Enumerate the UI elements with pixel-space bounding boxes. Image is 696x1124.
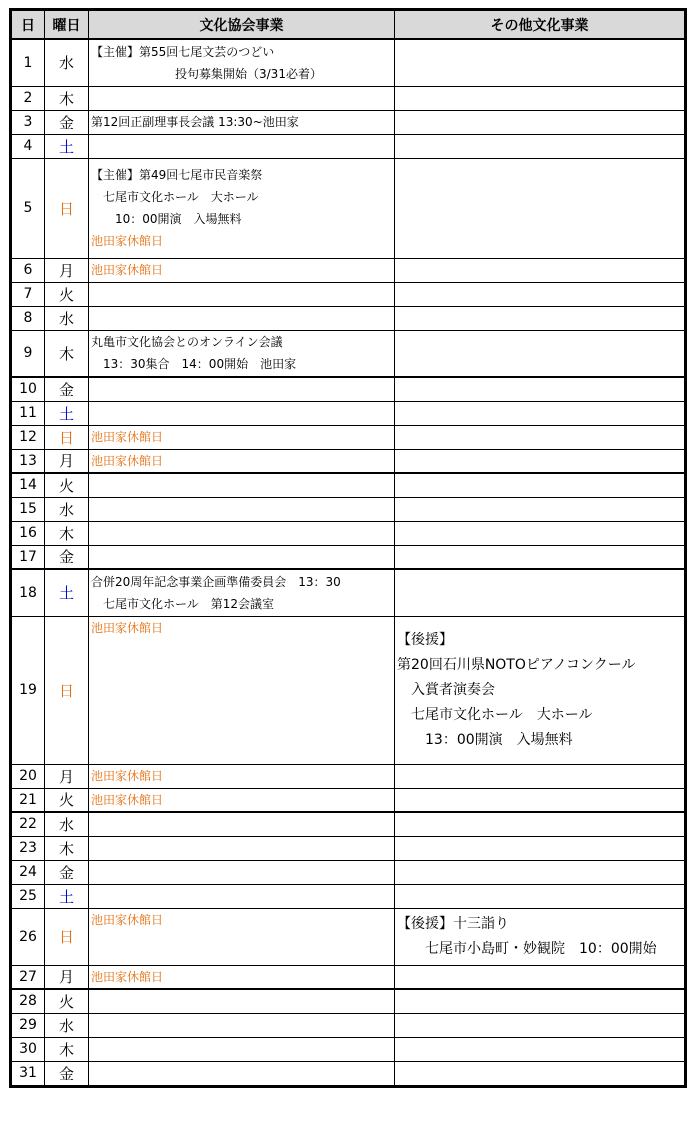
day-number: 6 bbox=[12, 258, 45, 282]
day-number: 12 bbox=[12, 425, 45, 449]
day-row bbox=[12, 449, 685, 473]
weekday: 木 bbox=[45, 1037, 89, 1061]
culture-association-event bbox=[89, 1013, 395, 1037]
other-culture-event bbox=[395, 860, 685, 884]
day-number: 23 bbox=[12, 836, 45, 860]
culture-association-event bbox=[89, 908, 395, 965]
weekday: 火 bbox=[45, 282, 89, 306]
closed-notice: 池田家休館日 bbox=[91, 263, 164, 277]
other-culture-event bbox=[395, 521, 685, 545]
weekday: 水 bbox=[45, 497, 89, 521]
event-line: 【主催】第49回七尾市民音楽祭 bbox=[91, 168, 263, 182]
culture-association-event bbox=[89, 965, 395, 989]
closed-notice: 池田家休館日 bbox=[91, 620, 164, 635]
weekday: 日 bbox=[45, 425, 89, 449]
event-line: 七尾市小島町・妙観院 10：00開始 bbox=[397, 940, 657, 957]
event-line: 【後援】 bbox=[397, 631, 453, 648]
culture-association-event bbox=[89, 282, 395, 306]
other-culture-event bbox=[395, 330, 685, 377]
weekday: 火 bbox=[45, 473, 89, 497]
event-line: 13：30集合 14：00開始 池田家 bbox=[91, 357, 297, 372]
other-culture-event bbox=[395, 110, 685, 134]
other-culture-event bbox=[395, 884, 685, 908]
day-number: 8 bbox=[12, 306, 45, 330]
schedule-body bbox=[12, 39, 685, 1085]
event-line: 七尾市文化ホール 大ホール bbox=[397, 706, 593, 723]
other-culture-event bbox=[395, 812, 685, 836]
event-line: 丸亀市文化協会とのオンライン会議 bbox=[91, 335, 283, 350]
weekday: 木 bbox=[45, 521, 89, 545]
day-number: 1 bbox=[12, 39, 45, 86]
weekday: 土 bbox=[45, 884, 89, 908]
other-culture-event bbox=[395, 425, 685, 449]
day-number: 9 bbox=[12, 330, 45, 377]
weekday: 日 bbox=[45, 158, 89, 258]
day-row bbox=[12, 545, 685, 569]
closed-notice: 池田家休館日 bbox=[91, 453, 164, 468]
day-row bbox=[12, 1037, 685, 1061]
weekday: 月 bbox=[45, 965, 89, 989]
day-number: 19 bbox=[12, 616, 45, 764]
other-culture-event bbox=[395, 86, 685, 110]
culture-association-event bbox=[89, 1037, 395, 1061]
culture-association-event bbox=[89, 86, 395, 110]
culture-association-event bbox=[89, 569, 395, 616]
weekday: 木 bbox=[45, 836, 89, 860]
culture-association-event bbox=[89, 860, 395, 884]
weekday: 月 bbox=[45, 449, 89, 473]
event-line: 【後援】十三詣り bbox=[397, 915, 509, 932]
day-row bbox=[12, 473, 685, 497]
culture-association-event bbox=[89, 812, 395, 836]
schedule-table bbox=[11, 10, 685, 1086]
other-culture-event bbox=[395, 788, 685, 812]
weekday: 月 bbox=[45, 258, 89, 282]
day-row bbox=[12, 884, 685, 908]
weekday: 金 bbox=[45, 377, 89, 401]
other-culture-event bbox=[395, 908, 685, 965]
weekday: 日 bbox=[45, 616, 89, 764]
culture-association-event bbox=[89, 425, 395, 449]
day-row bbox=[12, 425, 685, 449]
other-culture-event bbox=[395, 1061, 685, 1085]
event-line: 七尾市文化ホール 大ホール bbox=[91, 190, 259, 204]
day-row bbox=[12, 330, 685, 377]
day-row bbox=[12, 401, 685, 425]
day-row bbox=[12, 158, 685, 258]
weekday: 金 bbox=[45, 545, 89, 569]
day-number: 14 bbox=[12, 473, 45, 497]
weekday: 土 bbox=[45, 569, 89, 616]
day-number: 17 bbox=[12, 545, 45, 569]
event-line: 第20回石川県NOTOピアノコンクール bbox=[397, 656, 636, 673]
day-number: 2 bbox=[12, 86, 45, 110]
culture-association-event bbox=[89, 401, 395, 425]
day-number: 27 bbox=[12, 965, 45, 989]
culture-association-event bbox=[89, 545, 395, 569]
other-culture-event bbox=[395, 836, 685, 860]
weekday: 木 bbox=[45, 330, 89, 377]
culture-association-event bbox=[89, 473, 395, 497]
culture-association-event bbox=[89, 788, 395, 812]
event-line: 投句募集開始（3/31必着） bbox=[91, 66, 322, 81]
weekday: 金 bbox=[45, 1061, 89, 1085]
other-culture-event bbox=[395, 401, 685, 425]
day-row bbox=[12, 86, 685, 110]
other-culture-event bbox=[395, 473, 685, 497]
day-row bbox=[12, 788, 685, 812]
other-culture-event bbox=[395, 616, 685, 764]
culture-association-event bbox=[89, 110, 395, 134]
closed-notice: 池田家休館日 bbox=[91, 969, 164, 984]
other-culture-event bbox=[395, 989, 685, 1013]
day-number: 29 bbox=[12, 1013, 45, 1037]
header-row bbox=[12, 11, 685, 40]
day-number: 25 bbox=[12, 884, 45, 908]
other-culture-event bbox=[395, 965, 685, 989]
event-line: 【主催】第55回七尾文芸のつどい bbox=[91, 44, 275, 59]
other-culture-event bbox=[395, 158, 685, 258]
culture-association-event bbox=[89, 39, 395, 86]
day-row bbox=[12, 569, 685, 616]
day-row bbox=[12, 497, 685, 521]
header-day: 日 bbox=[12, 11, 45, 40]
closed-notice: 池田家休館日 bbox=[91, 912, 164, 927]
day-number: 15 bbox=[12, 497, 45, 521]
day-row bbox=[12, 836, 685, 860]
weekday: 月 bbox=[45, 764, 89, 788]
event-line: 第12回正副理事長会議 13:30~池田家 bbox=[91, 115, 299, 129]
weekday: 水 bbox=[45, 812, 89, 836]
event-line: 入賞者演奏会 bbox=[397, 681, 495, 698]
other-culture-event bbox=[395, 134, 685, 158]
day-number: 13 bbox=[12, 449, 45, 473]
other-culture-event bbox=[395, 39, 685, 86]
culture-association-event bbox=[89, 306, 395, 330]
culture-association-event bbox=[89, 764, 395, 788]
day-number: 10 bbox=[12, 377, 45, 401]
culture-association-event bbox=[89, 134, 395, 158]
other-culture-event bbox=[395, 1037, 685, 1061]
other-culture-event bbox=[395, 449, 685, 473]
other-culture-event bbox=[395, 569, 685, 616]
event-line: 七尾市文化ホール 第12会議室 bbox=[91, 596, 275, 611]
header-weekday: 曜日 bbox=[45, 11, 89, 40]
day-row bbox=[12, 908, 685, 965]
day-row bbox=[12, 989, 685, 1013]
day-row bbox=[12, 110, 685, 134]
day-row bbox=[12, 134, 685, 158]
day-number: 31 bbox=[12, 1061, 45, 1085]
day-number: 4 bbox=[12, 134, 45, 158]
day-number: 26 bbox=[12, 908, 45, 965]
day-number: 7 bbox=[12, 282, 45, 306]
day-row bbox=[12, 1061, 685, 1085]
day-number: 28 bbox=[12, 989, 45, 1013]
closed-notice: 池田家休館日 bbox=[91, 769, 164, 783]
closed-notice: 池田家休館日 bbox=[91, 430, 164, 444]
day-number: 22 bbox=[12, 812, 45, 836]
weekday: 土 bbox=[45, 134, 89, 158]
weekday: 水 bbox=[45, 306, 89, 330]
day-row bbox=[12, 282, 685, 306]
other-culture-event bbox=[395, 282, 685, 306]
day-number: 16 bbox=[12, 521, 45, 545]
day-row bbox=[12, 521, 685, 545]
day-row bbox=[12, 39, 685, 86]
day-number: 11 bbox=[12, 401, 45, 425]
weekday: 土 bbox=[45, 401, 89, 425]
culture-association-event bbox=[89, 497, 395, 521]
culture-association-event bbox=[89, 616, 395, 764]
day-row bbox=[12, 306, 685, 330]
other-culture-event bbox=[395, 258, 685, 282]
day-row bbox=[12, 812, 685, 836]
culture-association-event bbox=[89, 836, 395, 860]
other-culture-event bbox=[395, 764, 685, 788]
other-culture-event bbox=[395, 306, 685, 330]
day-number: 20 bbox=[12, 764, 45, 788]
other-culture-event bbox=[395, 377, 685, 401]
culture-association-event bbox=[89, 258, 395, 282]
event-line: 10：00開演 入場無料 bbox=[91, 212, 242, 226]
weekday: 木 bbox=[45, 86, 89, 110]
event-line: 合併20周年記念事業企画準備委員会 13：30 bbox=[91, 574, 341, 589]
culture-association-event bbox=[89, 377, 395, 401]
day-number: 30 bbox=[12, 1037, 45, 1061]
weekday: 金 bbox=[45, 860, 89, 884]
day-number: 21 bbox=[12, 788, 45, 812]
day-number: 3 bbox=[12, 110, 45, 134]
weekday: 火 bbox=[45, 989, 89, 1013]
day-row bbox=[12, 764, 685, 788]
closed-notice: 池田家休館日 bbox=[91, 234, 164, 248]
day-row bbox=[12, 616, 685, 764]
closed-notice: 池田家休館日 bbox=[91, 792, 164, 807]
weekday: 水 bbox=[45, 39, 89, 86]
culture-association-event bbox=[89, 330, 395, 377]
day-row bbox=[12, 258, 685, 282]
day-row bbox=[12, 377, 685, 401]
culture-association-event bbox=[89, 521, 395, 545]
event-line: 13：00開演 入場無料 bbox=[397, 731, 573, 748]
day-number: 24 bbox=[12, 860, 45, 884]
weekday: 水 bbox=[45, 1013, 89, 1037]
other-culture-event bbox=[395, 545, 685, 569]
day-row bbox=[12, 1013, 685, 1037]
header-culture-association: 文化協会事業 bbox=[89, 11, 395, 40]
other-culture-event bbox=[395, 497, 685, 521]
culture-association-event bbox=[89, 989, 395, 1013]
day-row bbox=[12, 965, 685, 989]
culture-association-event bbox=[89, 1061, 395, 1085]
day-number: 5 bbox=[12, 158, 45, 258]
weekday: 火 bbox=[45, 788, 89, 812]
day-row bbox=[12, 860, 685, 884]
weekday: 金 bbox=[45, 110, 89, 134]
other-culture-event bbox=[395, 1013, 685, 1037]
header-other-culture: その他文化事業 bbox=[395, 11, 685, 40]
culture-association-event bbox=[89, 449, 395, 473]
weekday: 日 bbox=[45, 908, 89, 965]
culture-association-event bbox=[89, 158, 395, 258]
day-number: 18 bbox=[12, 569, 45, 616]
culture-association-event bbox=[89, 884, 395, 908]
